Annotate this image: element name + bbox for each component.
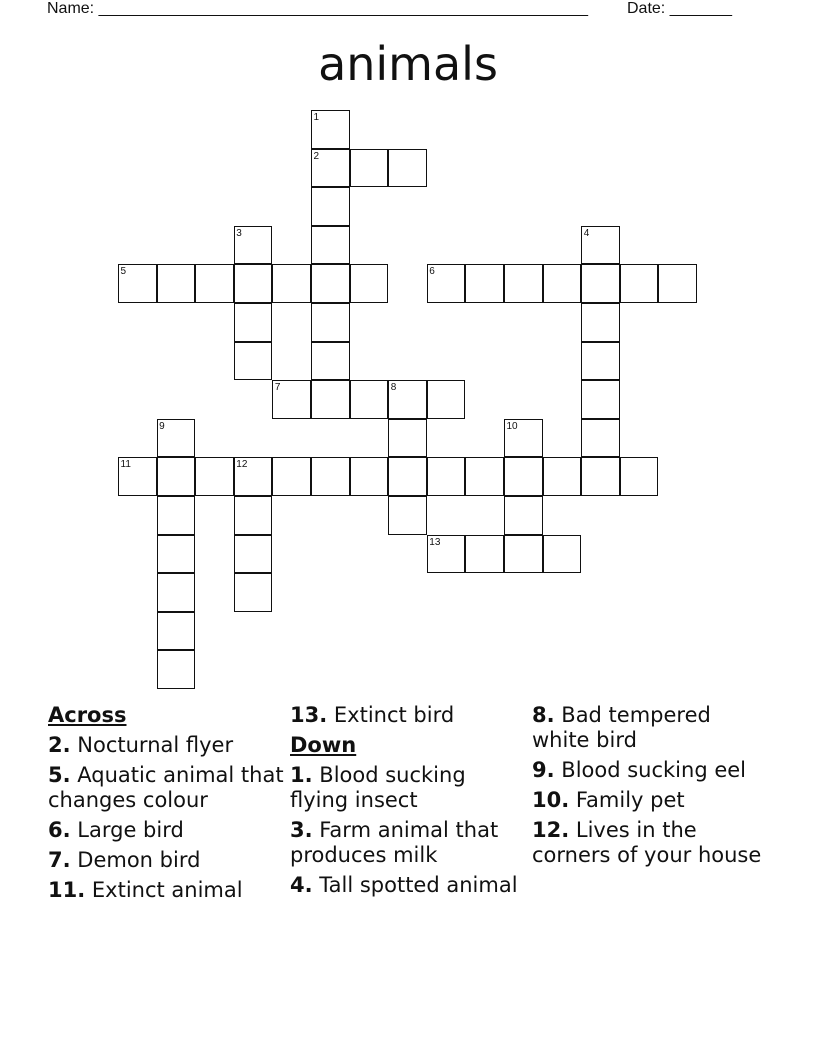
cell-number: 9 <box>159 420 165 432</box>
grid-cell[interactable] <box>311 457 350 496</box>
grid-cell[interactable] <box>311 380 350 419</box>
clue-down-12 <box>532 818 770 868</box>
grid-cell[interactable] <box>195 457 234 496</box>
clue-number: 4. <box>290 873 313 897</box>
grid-cell[interactable] <box>465 264 504 303</box>
grid-cell[interactable] <box>658 264 697 303</box>
clue-number: 1. <box>290 763 313 787</box>
clue-number: 5. <box>48 763 71 787</box>
cell-number: 6 <box>429 266 435 278</box>
grid-cell[interactable] <box>234 496 273 535</box>
grid-cell[interactable] <box>157 650 196 689</box>
grid-cell[interactable] <box>620 457 659 496</box>
clue-number: 13. <box>290 703 328 727</box>
clue-text: Blood sucking flying insect <box>290 763 466 812</box>
across-heading: Across <box>48 703 127 727</box>
cell-number: 8 <box>390 382 397 394</box>
grid-cell[interactable] <box>543 264 582 303</box>
grid-cell[interactable] <box>157 264 196 303</box>
grid-cell[interactable] <box>234 303 273 342</box>
grid-cell[interactable] <box>581 303 620 342</box>
grid-cell[interactable] <box>234 342 273 381</box>
grid-cell[interactable] <box>234 535 273 574</box>
grid-cell[interactable] <box>543 457 582 496</box>
grid-cell[interactable] <box>388 496 427 535</box>
cell-number: 1 <box>313 112 320 123</box>
clue-across-7 <box>48 848 286 873</box>
grid-cell[interactable] <box>234 573 273 612</box>
grid-cell[interactable] <box>388 457 427 496</box>
clue-text: Extinct animal <box>91 878 243 902</box>
clue-text: Large bird <box>77 818 184 842</box>
clue-across-5 <box>48 763 286 813</box>
clue-number: 12. <box>532 818 570 842</box>
clue-number: 9. <box>532 758 555 782</box>
clue-column-3 <box>532 703 770 873</box>
grid-cell[interactable] <box>350 457 389 496</box>
clue-text: Blood sucking eel <box>561 758 747 782</box>
grid-cell[interactable] <box>581 264 620 303</box>
clue-down-4 <box>290 873 528 898</box>
grid-cell[interactable] <box>311 187 350 226</box>
date-field-label: Date: _______ <box>627 0 732 17</box>
clue-text: Tall spotted animal <box>319 873 518 897</box>
cell-number: 7 <box>274 382 281 394</box>
clue-across-11 <box>48 878 286 903</box>
grid-cell[interactable] <box>504 535 543 574</box>
clue-number: 6. <box>48 818 71 842</box>
clue-number: 3. <box>290 818 313 842</box>
cell-number: 12 <box>236 459 248 471</box>
clue-column-1 <box>48 703 286 908</box>
name-field-label: Name: _______________________________________________________ <box>47 0 588 17</box>
grid-cell[interactable] <box>311 342 350 381</box>
grid-cell[interactable] <box>620 264 659 303</box>
grid-cell[interactable] <box>581 419 620 458</box>
clue-text: Farm animal that produces milk <box>290 818 499 867</box>
clue-text: Demon bird <box>77 848 201 872</box>
puzzle-title: animals <box>318 37 498 91</box>
grid-cell[interactable] <box>504 264 543 303</box>
grid-cell[interactable] <box>350 264 389 303</box>
grid-cell[interactable] <box>465 535 504 574</box>
clue-down-3 <box>290 818 528 868</box>
clue-column-2 <box>290 703 528 903</box>
clue-across-6 <box>48 818 286 843</box>
grid-cell[interactable] <box>157 535 196 574</box>
grid-cell[interactable] <box>543 535 582 574</box>
clue-down-10 <box>532 788 770 813</box>
grid-cell[interactable] <box>272 264 311 303</box>
grid-cell[interactable] <box>311 264 350 303</box>
cell-number: 13 <box>429 536 441 548</box>
cell-number: 5 <box>120 266 127 278</box>
grid-cell[interactable] <box>427 457 466 496</box>
grid-cell[interactable] <box>581 457 620 496</box>
grid-cell[interactable] <box>157 496 196 535</box>
grid-cell[interactable] <box>195 264 234 303</box>
grid-cell[interactable] <box>234 264 273 303</box>
cell-number: 10 <box>506 420 518 432</box>
grid-cell[interactable] <box>272 457 311 496</box>
clue-across-13 <box>290 703 528 728</box>
grid-cell[interactable] <box>581 342 620 381</box>
grid-cell[interactable] <box>157 573 196 612</box>
clue-down-1 <box>290 763 528 813</box>
grid-cell[interactable] <box>504 457 543 496</box>
clue-text: Nocturnal flyer <box>77 733 234 757</box>
grid-cell[interactable] <box>581 380 620 419</box>
clue-text: Family pet <box>575 788 685 812</box>
cell-number: 2 <box>313 150 320 162</box>
grid-cell[interactable] <box>504 496 543 535</box>
grid-cell[interactable] <box>311 226 350 265</box>
down-heading: Down <box>290 733 357 757</box>
grid-cell[interactable] <box>388 149 427 188</box>
grid-cell[interactable] <box>465 457 504 496</box>
clue-down-8 <box>532 703 770 753</box>
clue-number: 10. <box>532 788 570 812</box>
grid-cell[interactable] <box>157 612 196 651</box>
grid-cell[interactable] <box>350 149 389 188</box>
cell-number: 3 <box>236 227 242 239</box>
grid-cell[interactable] <box>157 457 196 496</box>
clue-across-2 <box>48 733 286 758</box>
cell-number: 11 <box>120 459 131 471</box>
cell-number: 4 <box>583 227 590 239</box>
clue-down-9 <box>532 758 770 783</box>
grid-cell[interactable] <box>350 380 389 419</box>
grid-cell[interactable] <box>311 303 350 342</box>
clue-number: 7. <box>48 848 71 872</box>
clue-text: Extinct bird <box>333 703 455 727</box>
clue-text: Bad tempered white bird <box>532 703 711 752</box>
grid-cell[interactable] <box>388 419 427 458</box>
clue-number: 2. <box>48 733 71 757</box>
clue-number: 11. <box>48 878 86 902</box>
clue-text: Aquatic animal that changes colour <box>48 763 284 812</box>
clue-text: Lives in the corners of your house <box>532 818 762 867</box>
grid-cell[interactable] <box>427 380 466 419</box>
clue-number: 8. <box>532 703 555 727</box>
